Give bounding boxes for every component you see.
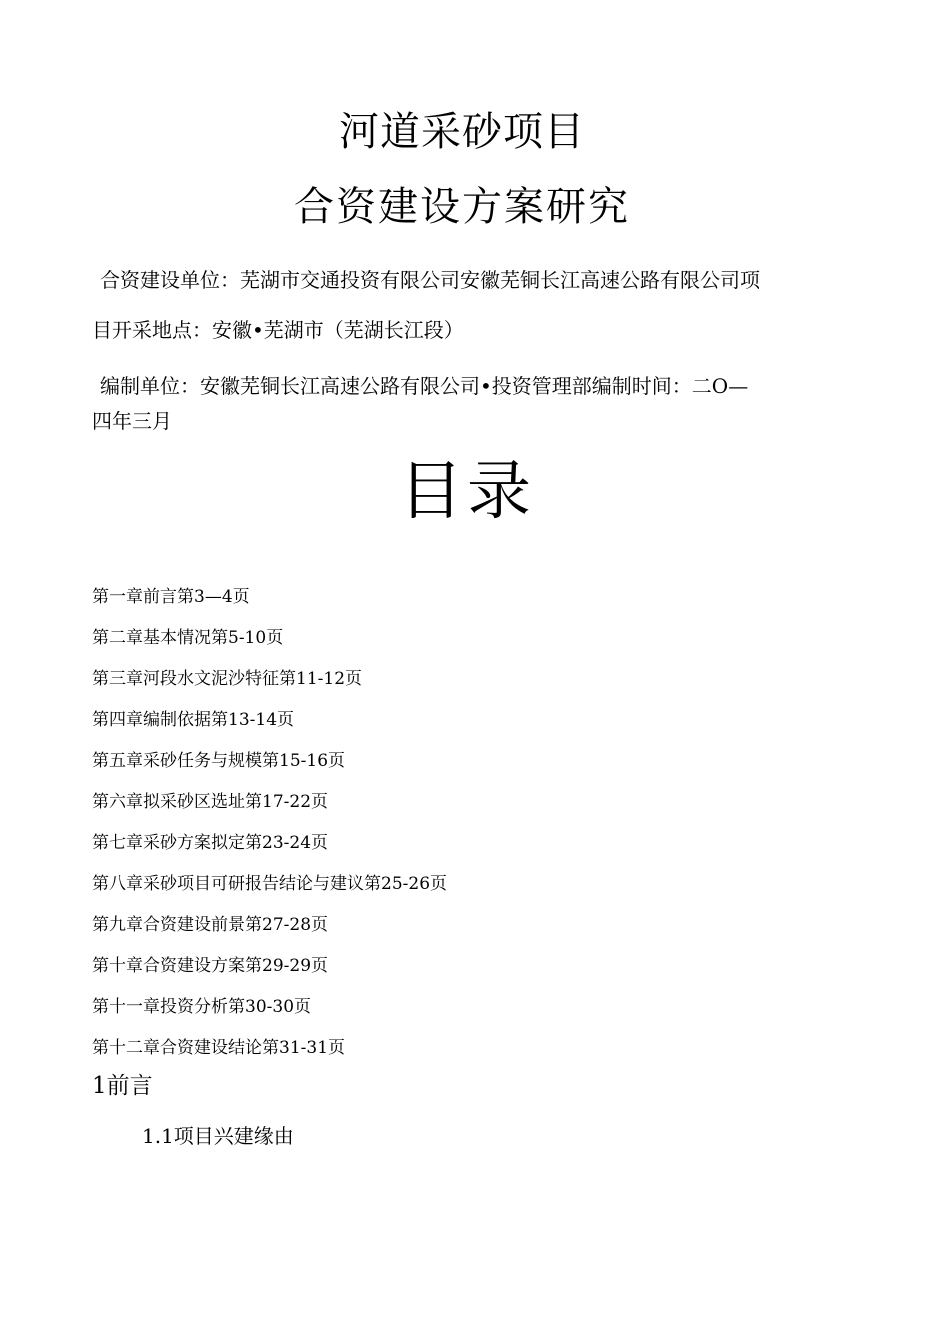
info-line-compile-date: 四年三月 <box>92 409 172 433</box>
toc-item: 第五章采砂任务与规模第15-16页 <box>92 751 346 771</box>
info-line-compiler: 编制单位：安徽芜铜长江高速公路有限公司•投资管理部编制时间：二O— <box>100 374 749 398</box>
toc-item: 第四章编制依据第13-14页 <box>92 710 295 730</box>
document-title-line2: 合资建设方案研究 <box>294 184 630 230</box>
toc-item: 第十二章合资建设结论第31-31页 <box>92 1038 346 1058</box>
section-heading: 1前言 <box>92 1073 153 1099</box>
toc-item: 第九章合资建设前景第27-28页 <box>92 915 329 935</box>
toc-list <box>92 583 447 1075</box>
document-title-line1: 河道采砂项目 <box>339 109 585 155</box>
toc-item: 第二章基本情况第5-10页 <box>92 628 284 648</box>
toc-item: 第十章合资建设方案第29-29页 <box>92 956 329 976</box>
toc-heading: 目录 <box>399 455 535 529</box>
toc-item: 第三章河段水文泥沙特征第11-12页 <box>92 669 363 689</box>
toc-item: 第七章采砂方案拟定第23-24页 <box>92 833 329 853</box>
info-line-mining-location: 目开采地点：安徽•芜湖市（芜湖长江段） <box>92 318 464 342</box>
toc-item: 第六章拟采砂区选址第17-22页 <box>92 792 329 812</box>
toc-item: 第八章采砂项目可研报告结论与建议第25-26页 <box>92 874 448 894</box>
toc-item: 第一章前言第3—4页 <box>92 587 250 607</box>
subsection-heading: 1.1项目兴建缘由 <box>142 1124 294 1148</box>
toc-item: 第十一章投资分析第30-30页 <box>92 997 312 1017</box>
info-line-joint-units: 合资建设单位：芜湖市交通投资有限公司安徽芜铜长江高速公路有限公司项 <box>100 268 760 292</box>
